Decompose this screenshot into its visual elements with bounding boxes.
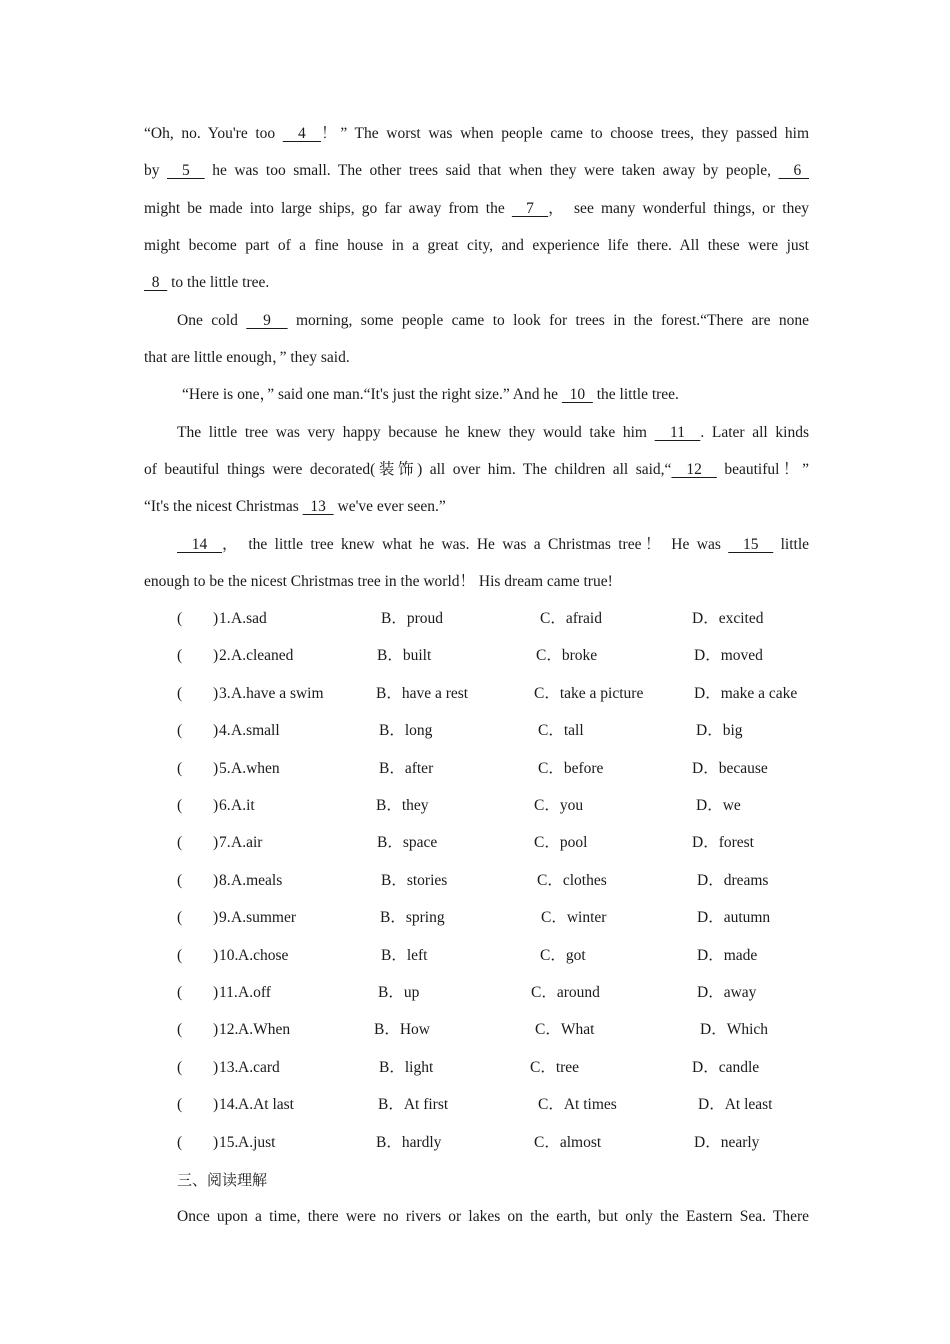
option-c: C．almost (534, 1134, 602, 1151)
answer-paren-close: ) (213, 647, 219, 664)
answer-paren-close: ) (213, 797, 219, 814)
blank-7: 7 (511, 200, 549, 217)
passage-text: by (144, 162, 167, 179)
question-number: 5. (219, 760, 231, 777)
question-row (0, 684, 950, 704)
option-b: B．spring (380, 909, 445, 926)
answer-paren-open: ( (177, 647, 183, 664)
option-d: D．made (697, 947, 758, 964)
passage-text: “Here is one，” said one man.“It's just the right size.” And he (182, 386, 562, 403)
passage-text: One cold (177, 312, 247, 329)
answer-paren-open: ( (177, 797, 183, 814)
option-b: B．built (377, 647, 432, 664)
option-a: A.when (231, 760, 280, 777)
blank-8: 8 (144, 274, 168, 291)
option-b: B．light (379, 1059, 434, 1076)
option-d: D．away (697, 984, 757, 1001)
option-b: B．At first (378, 1096, 449, 1113)
answer-paren-close: ) (213, 872, 219, 889)
question-number: 3. (219, 685, 231, 702)
option-d: D．candle (692, 1059, 760, 1076)
option-d: D．make a cake (694, 685, 798, 702)
answer-paren-close: ) (213, 1021, 219, 1038)
passage-text: to the little tree. (167, 274, 270, 291)
answer-paren-close: ) (213, 760, 219, 777)
passage-text: the little tree. (592, 386, 679, 403)
option-c: C．broke (536, 647, 598, 664)
option-a: A.have a swim (231, 685, 324, 702)
passage-text: of beautiful things were decorated(装饰) all over him. The children all said,“ (144, 461, 672, 478)
passage-line (177, 535, 809, 555)
option-a: A.At last (238, 1096, 294, 1113)
option-a: A.off (238, 984, 271, 1001)
answer-paren-open: ( (177, 909, 183, 926)
option-a: A.it (231, 797, 255, 814)
option-a: A.chose (238, 947, 289, 964)
answer-paren-close: ) (213, 1059, 219, 1076)
option-b: B．proud (381, 610, 444, 627)
question-row (0, 946, 950, 966)
question-row (0, 796, 950, 816)
answer-paren-open: ( (177, 1134, 183, 1151)
passage-line (144, 572, 809, 592)
question-number: 4. (219, 722, 231, 739)
question-row (0, 721, 950, 741)
option-c: C．At times (538, 1096, 617, 1113)
option-c: C．tall (538, 722, 584, 739)
passage-line (144, 497, 809, 517)
answer-paren-close: ) (213, 947, 219, 964)
option-d: D．forest (692, 834, 754, 851)
option-c: C．before (538, 760, 604, 777)
answer-paren-close: ) (213, 610, 219, 627)
answer-paren-close: ) (213, 909, 219, 926)
answer-paren-open: ( (177, 1059, 183, 1076)
question-number: 10. (219, 947, 239, 964)
question-row (0, 871, 950, 891)
passage-text: he was too small. The other trees said that when they were taken away by people, (204, 162, 779, 179)
passage-text: . Later all kinds (700, 424, 809, 441)
answer-paren-open: ( (177, 760, 183, 777)
question-number: 6. (219, 797, 231, 814)
option-d: D．moved (694, 647, 763, 664)
passage-line (144, 348, 809, 368)
option-d: D．dreams (697, 872, 769, 889)
answer-paren-open: ( (177, 685, 183, 702)
option-c: C．afraid (540, 610, 602, 627)
question-number: 14. (219, 1096, 239, 1113)
option-a: A.small (231, 722, 280, 739)
option-d: D．we (696, 797, 741, 814)
option-b: B．How (374, 1021, 430, 1038)
option-c: C．clothes (537, 872, 607, 889)
question-row (0, 1058, 950, 1078)
question-row (0, 646, 950, 666)
passage-text: The little tree was very happy because he knew they would take him (177, 424, 655, 441)
option-a: A.card (238, 1059, 280, 1076)
answer-paren-open: ( (177, 834, 183, 851)
option-d: D．autumn (697, 909, 771, 926)
question-row (0, 1133, 950, 1153)
question-number: 15. (219, 1134, 239, 1151)
blank-5: 5 (167, 162, 205, 179)
passage-text: that are little enough，” they said. (144, 349, 350, 366)
answer-paren-open: ( (177, 722, 183, 739)
option-d: D．At least (698, 1096, 773, 1113)
passage-line (144, 460, 809, 480)
passage-text: ， see many wonderful things, or they (548, 200, 809, 217)
question-number: 9. (219, 909, 231, 926)
passage-text: might become part of a fine house in a great city, and experience life there. All these were just (144, 237, 809, 254)
answer-paren-close: ) (213, 722, 219, 739)
answer-paren-close: ) (213, 1134, 219, 1151)
section-heading: 三、阅读理解 (177, 1171, 268, 1189)
passage-text: ！” The worst was when people came to choose trees, they passed him (321, 125, 810, 142)
passage-line (144, 124, 809, 144)
passage-line (177, 423, 809, 443)
answer-paren-close: ) (213, 1096, 219, 1113)
passage-text: morning, some people came to look for trees in the forest.“There are none (287, 312, 809, 329)
option-b: B．up (378, 984, 420, 1001)
blank-4: 4 (282, 125, 322, 142)
passage-text: “Oh, no. You're too (144, 125, 283, 142)
blank-11: 11 (654, 424, 701, 441)
passage-line (182, 385, 809, 405)
question-row (0, 1095, 950, 1115)
passage-line (144, 161, 809, 181)
answer-paren-close: ) (213, 834, 219, 851)
option-c: C．around (531, 984, 600, 1001)
option-b: B．left (381, 947, 428, 964)
passage-line (144, 236, 809, 256)
question-row (0, 759, 950, 779)
answer-paren-open: ( (177, 947, 183, 964)
passage-text: enough to be the nicest Christmas tree in the world！ His dream came true! (144, 573, 613, 590)
option-a: A.summer (231, 909, 297, 926)
question-number: 11. (219, 984, 238, 1001)
answer-paren-open: ( (177, 872, 183, 889)
option-d: D．nearly (694, 1134, 760, 1151)
answer-paren-open: ( (177, 610, 183, 627)
answer-paren-close: ) (213, 984, 219, 1001)
question-number: 2. (219, 647, 231, 664)
option-b: B．hardly (376, 1134, 442, 1151)
option-c: C．got (540, 947, 586, 964)
passage-line (144, 199, 809, 219)
reading-passage-line: Once upon a time, there were no rivers or lakes on the earth, but only the Eastern Sea. There (177, 1208, 809, 1225)
answer-paren-open: ( (177, 1021, 183, 1038)
blank-15: 15 (728, 536, 774, 553)
question-number: 7. (219, 834, 231, 851)
option-b: B．have a rest (376, 685, 469, 702)
question-number: 13. (219, 1059, 239, 1076)
passage-text: “It's the nicest Christmas (144, 498, 303, 515)
option-a: A.meals (231, 872, 283, 889)
blank-14: 14 (177, 536, 222, 553)
question-row (0, 1020, 950, 1040)
blank-13: 13 (302, 498, 334, 515)
blank-10: 10 (561, 386, 593, 403)
option-a: A.When (238, 1021, 291, 1038)
question-row (0, 983, 950, 1003)
option-c: C．you (534, 797, 584, 814)
passage-text: might be made into large ships, go far away from the (144, 200, 512, 217)
option-d: D．because (692, 760, 768, 777)
passage-line (144, 273, 809, 293)
option-b: B．they (376, 797, 429, 814)
option-b: B．long (379, 722, 433, 739)
option-d: D．Which (700, 1021, 769, 1038)
passage-text: we've ever seen.” (333, 498, 446, 515)
option-c: C．tree (530, 1059, 580, 1076)
option-b: B．after (379, 760, 434, 777)
question-row (0, 609, 950, 629)
passage-text: ， the little tree knew what he was. He was a Christmas tree！ He was (221, 536, 729, 553)
option-c: C．winter (541, 909, 607, 926)
option-a: A.sad (231, 610, 267, 627)
option-c: C．What (535, 1021, 595, 1038)
question-row (0, 833, 950, 853)
option-c: C．pool (534, 834, 588, 851)
passage-text: beautiful！” (716, 461, 809, 478)
passage-line (177, 311, 809, 331)
option-d: D．excited (692, 610, 764, 627)
option-c: C．take a picture (534, 685, 644, 702)
option-a: A.cleaned (231, 647, 294, 664)
question-row (0, 908, 950, 928)
blank-9: 9 (246, 312, 288, 329)
answer-paren-open: ( (177, 984, 183, 1001)
option-a: A.air (231, 834, 263, 851)
passage-text: little (773, 536, 810, 553)
option-b: B．stories (381, 872, 448, 889)
answer-paren-open: ( (177, 1096, 183, 1113)
blank-6: 6 (778, 162, 810, 179)
question-number: 1. (219, 610, 231, 627)
option-b: B．space (377, 834, 438, 851)
blank-12: 12 (671, 461, 717, 478)
option-d: D．big (696, 722, 743, 739)
option-a: A.just (238, 1134, 276, 1151)
question-number: 12. (219, 1021, 239, 1038)
question-number: 8. (219, 872, 231, 889)
answer-paren-close: ) (213, 685, 219, 702)
